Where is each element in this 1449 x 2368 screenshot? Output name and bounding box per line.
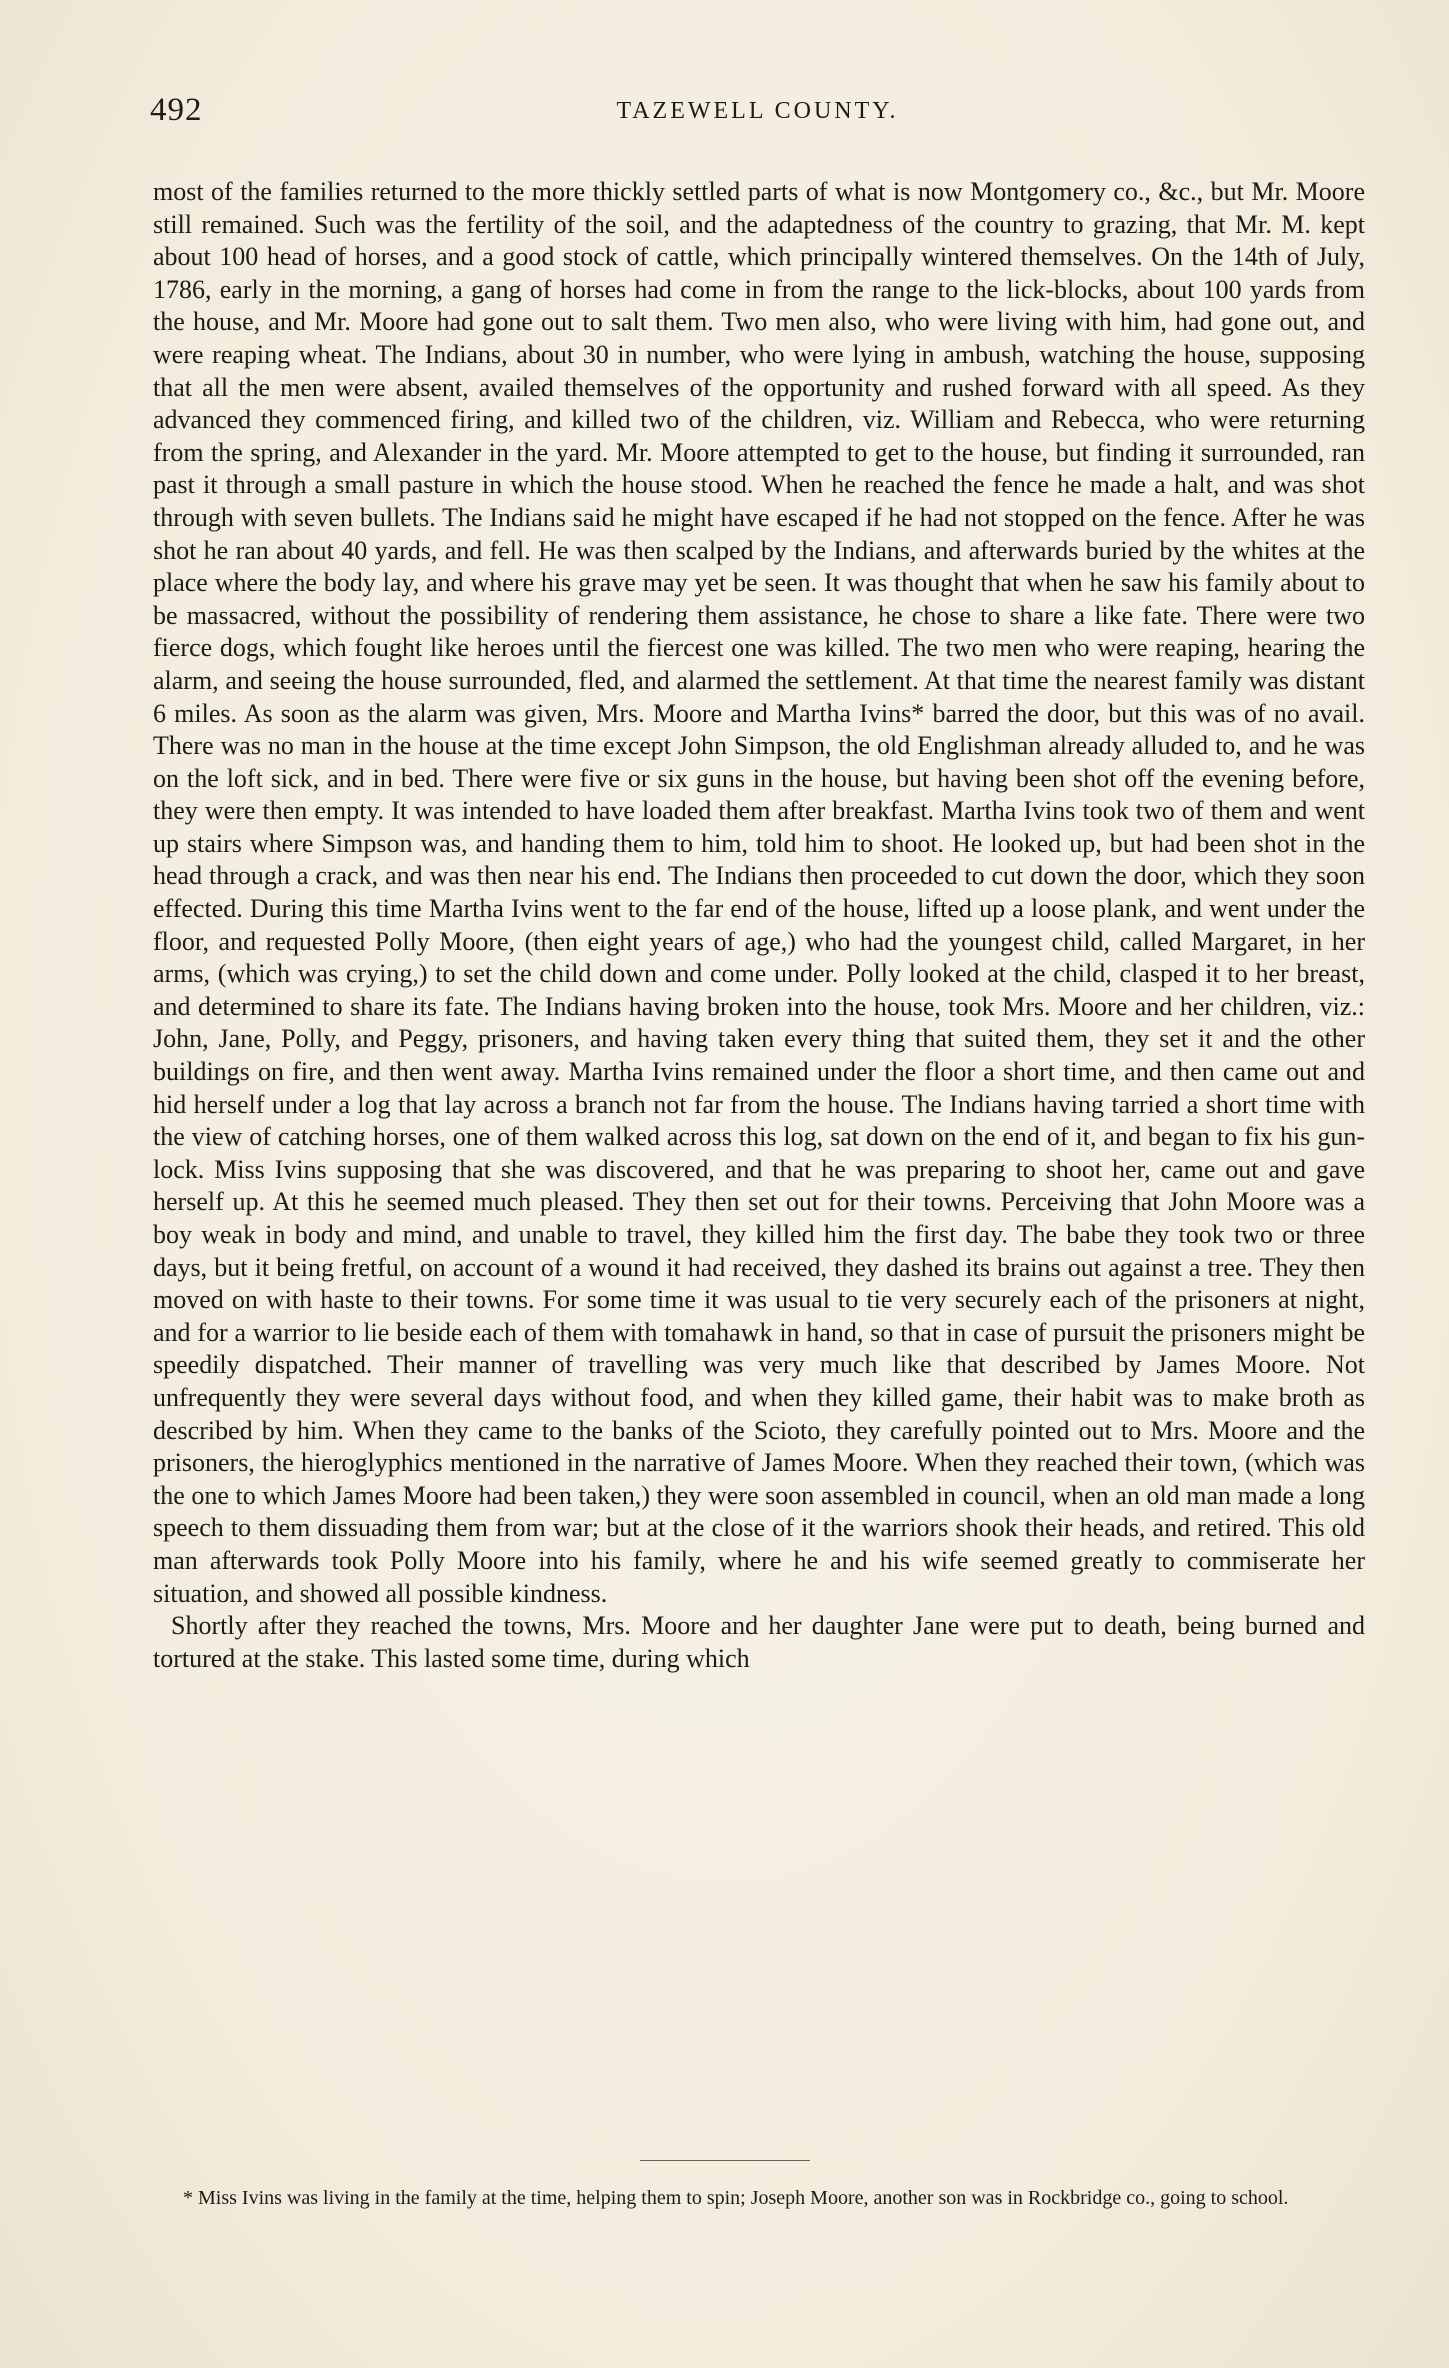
footnote: * Miss Ivins was living in the family at the time, helping them to spin; Joseph Moore, another son was in Rockbridge co., going to school.: [183, 2187, 1289, 2209]
paragraph-2: Shortly after they reached the towns, Mrs. Moore and her daughter Jane were put to death, being burned and tortured at the stake. This lasted some time, during which: [153, 1611, 1365, 1673]
page-number: 492: [150, 92, 203, 128]
footnote-divider: [640, 2160, 810, 2161]
running-head: [150, 92, 1365, 132]
paragraph-1: most of the families returned to the more thickly settled parts of what is now Montgomery co., &c., but Mr. Moore still remained. Such was the fertility of the soil, and the adaptedness of the country to grazing, that Mr. M. kept about 100 head of horses, and a good stock of cattle, which principally wintered themselves. On the 14th of July, 1786, early in the morning, a gang of horses had come in from the range to the lick-blocks, about 100 yards from the house, and Mr. Moore had gone out to salt them. Two men also, who were living with him, had gone out, and were reaping wheat. The Indians, about 30 in number, who were lying in ambush, watching the house, supposing that all the men were absent, availed themselves of the opportunity and rushed forward with all speed. As they advanced they commenced firing, and killed two of the children, viz. William and Rebecca, who were returning from the spring, and Alexander in the yard. Mr. Moore attempted to get to the house, but finding it surrounded, ran past it through a small pasture in which the house stood. When he reached the fence he made a halt, and was shot through with seven bullets. The Indians said he might have escaped if he had not stopped on the fence. After he was shot he ran about 40 yards, and fell. He was then scalped by the Indians, and afterwards buried by the whites at the place where the body lay, and where his grave may yet be seen. It was thought that when he saw his family about to be massacred, without the possibility of rendering them assistance, he chose to share a like fate. There were two fierce dogs, which fought like heroes until the fiercest one was killed. The two men who were reaping, hearing the alarm, and seeing the house surrounded, fled, and alarmed the settlement. At that time the nearest family was distant 6 miles. As soon as the alarm was given, Mrs. Moore and Martha Ivins* barred the door, but this was of no avail. There was no man in the house at the time except John Simpson, the old Englishman already alluded to, and he was on the loft sick, and in bed. There were five or six guns in the house, but having been shot off the evening before, they were then empty. It was intended to have loaded them after breakfast. Martha Ivins took two of them and went up stairs where Simpson was, and handing them to him, told him to shoot. He looked up, but had been shot in the head through a crack, and was then near his end. The Indians then proceeded to cut down the door, which they soon effected. During this time Martha Ivins went to the far end of the house, lifted up a loose plank, and went under the floor, and requested Polly Moore, (then eight years of age,) who had the youngest child, called Margaret, in her arms, (which was crying,) to set the child down and come under. Polly looked at the child, clasped it to her breast, and determined to share its fate. The Indians having broken into the house, took Mrs. Moore and her children, viz.: John, Jane, Polly, and Peggy, prisoners, and having taken every thing that suited them, they set it and the other buildings on fire, and then went away. Martha Ivins remained under the floor a short time, and then came out and hid herself under a log that lay across a branch not far from the house. The Indians having tarried a short time with the view of catching horses, one of them walked across this log, sat down on the end of it, and began to fix his gun-lock. Miss Ivins supposing that she was discovered, and that he was preparing to shoot her, came out and gave herself up. At this he seemed much pleased. They then set out for their towns. Perceiving that John Moore was a boy weak in body and mind, and unable to travel, they killed him the first day. The babe they took two or three days, but it being fretful, on account of a wound it had received, they dashed its brains out against a tree. They then moved on with haste to their towns. For some time it was usual to tie very securely each of the prisoners at night, and for a warrior to lie beside each of them with tomahawk in hand, so that in case of pursuit the prisoners might be speedily dispatched. Their manner of travelling was very much like that described by James Moore. Not unfrequently they were several days without food, and when they killed game, their habit was to make broth as described by him. When they came to the banks of the Scioto, they carefully pointed out to Mrs. Moore and the prisoners, the hieroglyphics mentioned in the narrative of James Moore. When they reached their town, (which was the one to which James Moore had been taken,) they were soon assembled in council, when an old man made a long speech to them dissuading them from war; but at the close of it the warriors shook their heads, and retired. This old man afterwards took Polly Moore into his family, where he and his wife seemed greatly to commiserate her situation, and showed all possible kindness.: [153, 177, 1365, 1608]
body-text: [153, 176, 1365, 1675]
running-title: TAZEWELL COUNTY.: [616, 98, 899, 124]
